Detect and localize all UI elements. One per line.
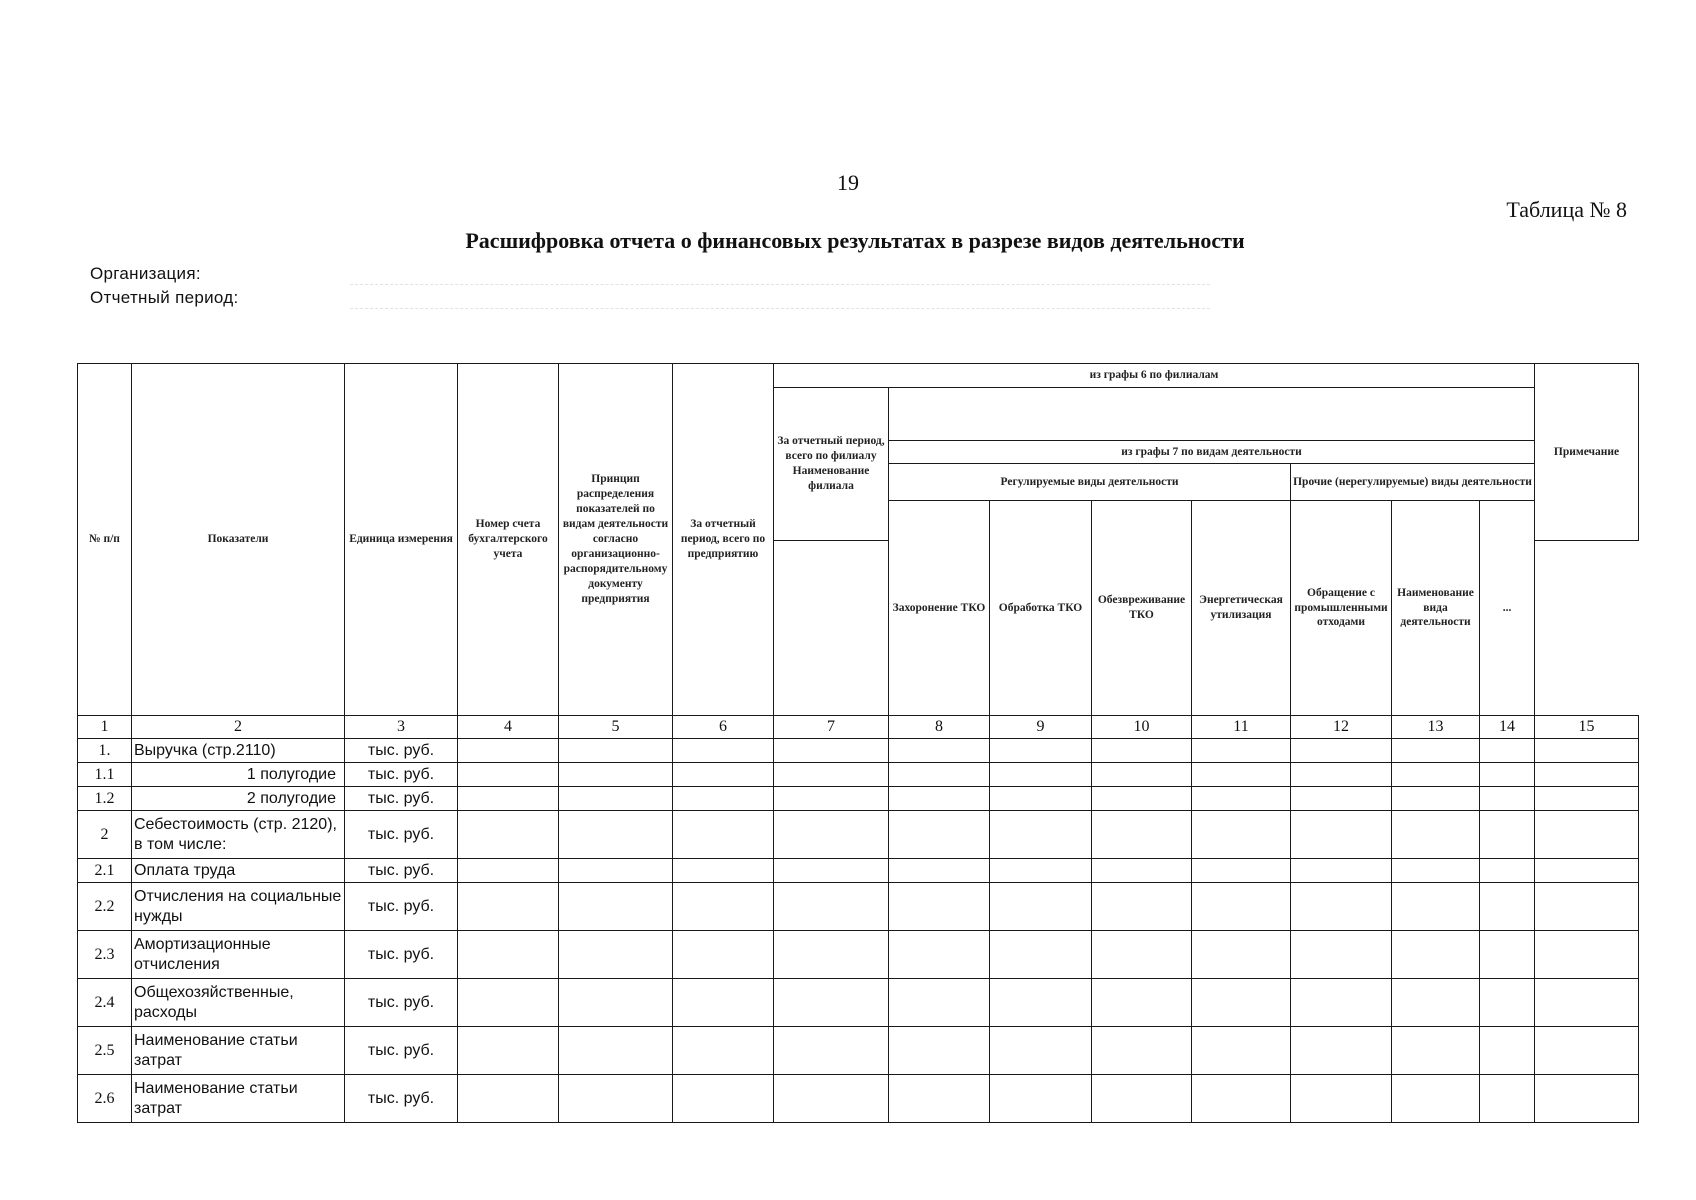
data-cell [1480,1027,1535,1075]
data-cell [559,811,673,859]
data-cell [1192,883,1291,931]
data-cell [673,883,774,931]
data-cell [1535,931,1639,979]
data-cell [559,787,673,811]
data-cell [1092,739,1192,763]
data-cell [1480,1075,1535,1123]
header-blank-band [889,388,1535,441]
data-cell [673,739,774,763]
data-cell [990,763,1092,787]
data-cell [1192,739,1291,763]
header-regulated: Регулируемые виды деятельности [889,464,1291,501]
table-row [78,787,1639,811]
data-cell [1480,811,1535,859]
header-principle: Принцип распределения показателей по видам деятельности согласно организационно-распорядительному документу предприятия [559,364,673,716]
column-number: 1 [78,716,132,739]
header-activity-name: Наименование вида деятельности [1392,501,1480,716]
data-cell [1092,811,1192,859]
data-cell [889,1075,990,1123]
data-cell [1291,1075,1392,1123]
page-number: 19 [837,170,859,195]
row-unit: тыс. руб. [345,787,458,811]
table-label: Таблица № 8 [1506,197,1627,222]
data-cell [774,763,889,787]
header-note: Примечание [1535,364,1639,541]
row-number: 2.4 [78,979,132,1027]
data-cell [1092,883,1192,931]
data-cell [559,763,673,787]
column-number: 8 [889,716,990,739]
data-cell [458,1075,559,1123]
data-cell [1291,787,1392,811]
data-cell [1192,763,1291,787]
data-cell [1535,883,1639,931]
data-cell [1192,811,1291,859]
data-cell [990,859,1092,883]
data-cell [889,787,990,811]
table-row [78,811,1639,859]
data-cell [559,979,673,1027]
data-cell [774,739,889,763]
header-ellipsis: ... [1480,501,1535,716]
column-number: 4 [458,716,559,739]
row-number: 2.3 [78,931,132,979]
row-indicator: Наименование статьи затрат [132,1027,345,1075]
table-row [78,883,1639,931]
row-indicator: 1 полугодие [132,763,345,787]
data-cell [1392,811,1480,859]
data-cell [1392,1027,1480,1075]
table-row [78,931,1639,979]
data-cell [1092,1027,1192,1075]
column-number: 10 [1092,716,1192,739]
data-cell [1480,859,1535,883]
column-number: 15 [1535,716,1639,739]
data-cell [889,739,990,763]
header-from-col7: из графы 7 по видам деятельности [889,441,1535,464]
data-cell [990,931,1092,979]
data-cell [1480,979,1535,1027]
header-energy: Энергетическая утилизация [1192,501,1291,716]
header-neutralization: Обезвреживание ТКО [1092,501,1192,716]
data-cell [990,739,1092,763]
data-cell [1480,931,1535,979]
data-cell [1392,763,1480,787]
row-number: 2.5 [78,1027,132,1075]
data-cell [889,1027,990,1075]
table-row [78,979,1639,1027]
row-indicator: Общехозяйственные, расходы [132,979,345,1027]
row-number: 1.1 [78,763,132,787]
data-cell [774,859,889,883]
header-burial: Захоронение ТКО [889,501,990,716]
data-cell [458,787,559,811]
financial-results-table [77,363,1639,1123]
data-cell [1535,739,1639,763]
header-note-blank [774,541,889,716]
header-industrial: Обращение с промышленными отходами [1291,501,1392,716]
table-row [78,1075,1639,1123]
table-row [78,739,1639,763]
data-cell [458,1027,559,1075]
data-cell [458,763,559,787]
data-cell [889,859,990,883]
data-cell [774,787,889,811]
column-number: 3 [345,716,458,739]
data-cell [673,763,774,787]
table-row [78,1027,1639,1075]
row-unit: тыс. руб. [345,763,458,787]
row-unit: тыс. руб. [345,859,458,883]
data-cell [1291,811,1392,859]
data-cell [673,1075,774,1123]
data-cell [1535,763,1639,787]
data-cell [1480,787,1535,811]
organization-fill-line [350,284,1210,285]
data-cell [673,859,774,883]
data-cell [1392,1075,1480,1123]
data-cell [673,787,774,811]
document-title: Расшифровка отчета о финансовых результатах в разрезе видов деятельности [465,228,1245,253]
header-branch-total: За отчетный период, всего по филиалу Наименование филиала [774,388,889,541]
column-number: 11 [1192,716,1291,739]
data-cell [1392,739,1480,763]
data-cell [458,811,559,859]
data-cell [1535,1027,1639,1075]
data-cell [774,883,889,931]
data-cell [1192,979,1291,1027]
row-unit: тыс. руб. [345,739,458,763]
data-cell [458,979,559,1027]
data-cell [774,931,889,979]
header-indicators: Показатели [132,364,345,716]
column-number: 9 [990,716,1092,739]
organization-label: Организация: [90,264,201,283]
data-cell [673,979,774,1027]
data-cell [458,739,559,763]
data-cell [1092,979,1192,1027]
row-unit: тыс. руб. [345,931,458,979]
column-number: 7 [774,716,889,739]
data-cell [889,931,990,979]
row-indicator: Амортизационные отчисления [132,931,345,979]
row-unit: тыс. руб. [345,1075,458,1123]
data-cell [774,979,889,1027]
data-cell [889,763,990,787]
data-cell [1392,787,1480,811]
data-cell [889,811,990,859]
column-number: 14 [1480,716,1535,739]
row-number: 2.2 [78,883,132,931]
data-cell [1291,979,1392,1027]
data-cell [1291,883,1392,931]
data-cell [889,979,990,1027]
column-number: 12 [1291,716,1392,739]
data-cell [1092,931,1192,979]
row-number: 2 [78,811,132,859]
row-number: 2.1 [78,859,132,883]
header-account: Номер счета бухгалтерского учета [458,364,559,716]
column-number: 5 [559,716,673,739]
data-cell [1392,883,1480,931]
row-unit: тыс. руб. [345,811,458,859]
row-number: 1. [78,739,132,763]
header-unit: Единица измерения [345,364,458,716]
data-cell [1192,931,1291,979]
data-cell [1092,1075,1192,1123]
row-indicator: 2 полугодие [132,787,345,811]
data-cell [1392,931,1480,979]
table-row [78,763,1639,787]
data-cell [1092,787,1192,811]
data-cell [990,1027,1092,1075]
data-cell [1092,763,1192,787]
data-cell [990,787,1092,811]
data-cell [673,931,774,979]
data-cell [990,1075,1092,1123]
data-cell [1192,787,1291,811]
data-cell [458,931,559,979]
data-cell [1092,859,1192,883]
header-other: Прочие (нерегулируемые) виды деятельности [1291,464,1535,501]
data-cell [1192,1027,1291,1075]
column-number: 6 [673,716,774,739]
row-indicator: Выручка (стр.2110) [132,739,345,763]
data-cell [990,811,1092,859]
column-number: 13 [1392,716,1480,739]
data-cell [1535,1075,1639,1123]
row-indicator: Себестоимость (стр. 2120), в том числе: [132,811,345,859]
data-cell [990,979,1092,1027]
header-no: № п/п [78,364,132,716]
row-number: 2.6 [78,1075,132,1123]
data-cell [559,1075,673,1123]
row-indicator: Отчисления на социальные нужды [132,883,345,931]
data-cell [559,859,673,883]
data-cell [1535,787,1639,811]
row-indicator: Наименование статьи затрат [132,1075,345,1123]
data-cell [673,1027,774,1075]
data-cell [673,811,774,859]
data-cell [1192,1075,1291,1123]
row-indicator: Оплата труда [132,859,345,883]
data-cell [889,883,990,931]
data-cell [1392,979,1480,1027]
column-number: 2 [132,716,345,739]
row-unit: тыс. руб. [345,979,458,1027]
data-cell [1291,763,1392,787]
data-cell [1480,763,1535,787]
data-cell [774,811,889,859]
data-cell [1392,859,1480,883]
data-cell [990,883,1092,931]
period-fill-line [350,308,1210,309]
data-cell [458,883,559,931]
data-cell [774,1075,889,1123]
data-cell [1291,931,1392,979]
data-cell [458,859,559,883]
row-number: 1.2 [78,787,132,811]
data-cell [559,883,673,931]
data-cell [559,1027,673,1075]
header-processing: Обработка ТКО [990,501,1092,716]
data-cell [1291,739,1392,763]
data-cell [1535,979,1639,1027]
data-cell [559,739,673,763]
header-total-enterprise: За отчетный период, всего по предприятию [673,364,774,716]
data-cell [1480,883,1535,931]
table-row [78,859,1639,883]
header-from-col6: из графы 6 по филиалам [774,364,1535,388]
row-unit: тыс. руб. [345,883,458,931]
data-cell [1291,859,1392,883]
data-cell [774,1027,889,1075]
period-label: Отчетный период: [90,288,239,307]
data-cell [1291,1027,1392,1075]
data-cell [1535,811,1639,859]
row-unit: тыс. руб. [345,1027,458,1075]
data-cell [1480,739,1535,763]
data-cell [1192,859,1291,883]
data-cell [559,931,673,979]
data-cell [1535,859,1639,883]
